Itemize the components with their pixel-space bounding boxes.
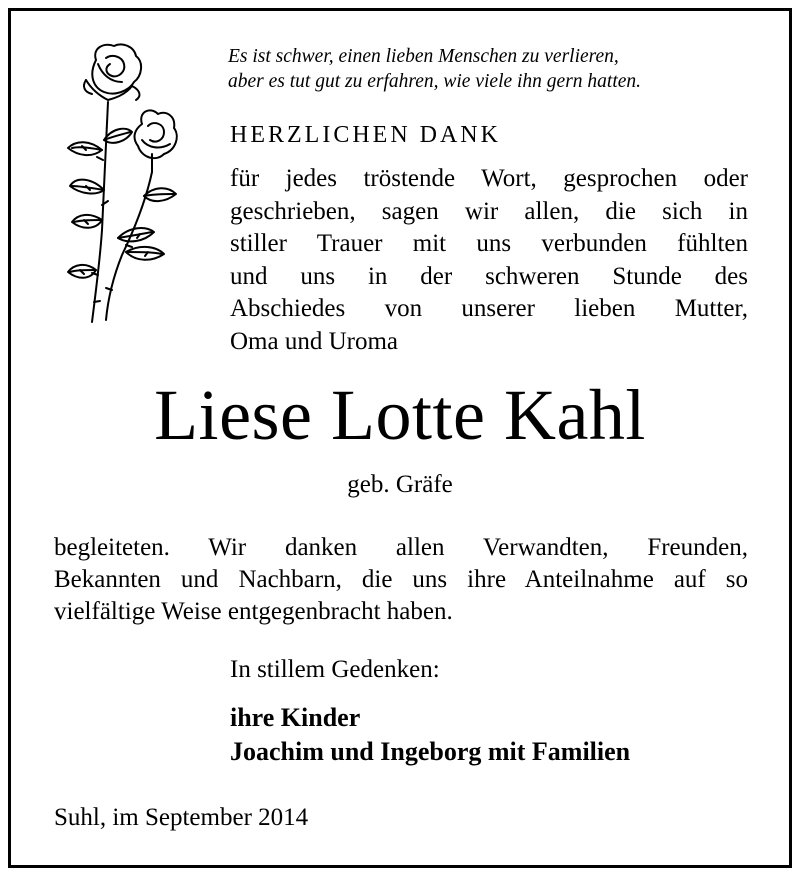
closing-greeting: In stillem Gedenken: [230,656,440,683]
thanks-line: Bekannten und Nachbarn, die uns ihre Anteilnahme auf so [54,566,748,593]
thanks-paragraph [54,532,748,628]
place-date: Suhl, im September 2014 [54,804,309,831]
thanks-line: vielfältige Weise entgegenbracht haben. [54,598,453,625]
intro-line: Abschiedes von unserer lieben Mutter, [230,295,748,322]
intro-line: und uns in der schweren Stunde des [230,262,748,290]
intro-paragraph [230,163,748,358]
signers [230,701,630,769]
deceased-name: Liese Lotte Kahl [154,375,646,455]
motto-line: Es ist schwer, einen lieben Menschen zu verlieren, [228,46,619,67]
signer-line: Joachim und Ingeborg mit Familien [230,737,631,766]
thanks-line: begleiteten. Wir danken allen Verwandten, Freunden, [54,534,748,561]
motto-quote [228,44,748,94]
motto-line: aber es tut gut zu erfahren, wie viele ihn gern hatten. [228,71,642,92]
signer-line: ihre Kinder [230,703,361,732]
intro-line: für jedes tröstende Wort, gesprochen oder [230,165,748,192]
intro-line: stiller Trauer mit uns verbunden fühlten [230,230,748,257]
notice-heading: HERZLICHEN DANK [230,122,501,148]
rose-icon [56,40,196,330]
intro-line: geschrieben, sagen wir allen, die sich in [230,197,748,225]
maiden-name: geb. Gräfe [347,471,453,498]
intro-line: Oma und Uroma [230,327,399,355]
